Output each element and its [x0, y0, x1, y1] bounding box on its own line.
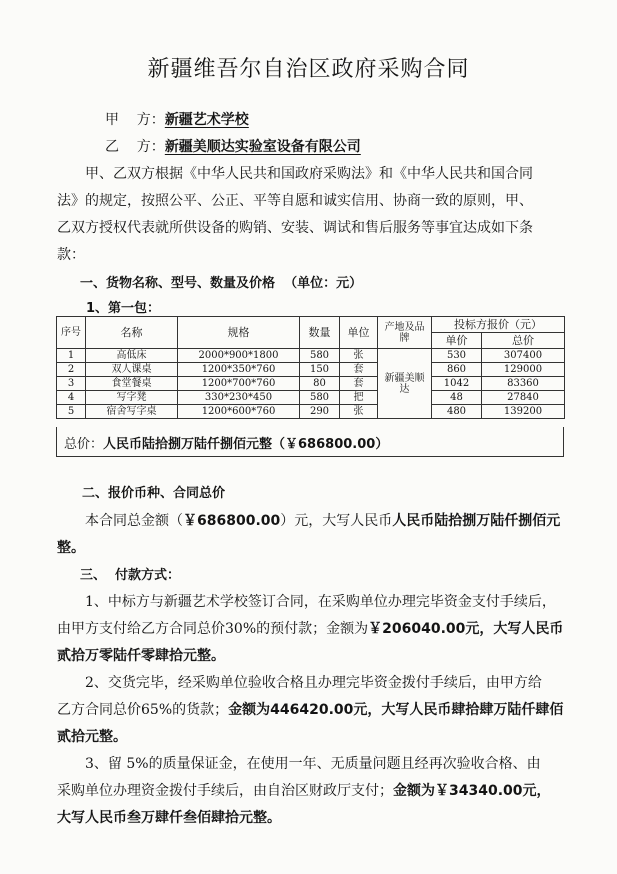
party-a	[105, 109, 249, 129]
intro-line-4: 款：	[57, 247, 85, 263]
intro-line-1: 甲、乙双方根据《中华人民共和国政府采购法》和《中华人民共和国合同	[85, 166, 533, 182]
origin-cell: 新疆美顺达	[378, 349, 432, 419]
payment-1-line-2: 由甲方支付给乙方合同总价30%的预付款；金额为￥206040.00元，大写人民币	[57, 621, 564, 637]
party-b-name: 新疆美顺达实验室设备有限公司	[164, 139, 361, 155]
party-b-label: 乙 方：	[105, 139, 165, 155]
header-qty: 数量	[300, 317, 340, 349]
party-a-label: 甲 方：	[105, 112, 165, 128]
payment-3-line-2: 采购单位办理资金拨付手续后，由自治区财政厅支付；金额为￥34340.00元，	[57, 783, 551, 799]
payment-3-line-1: 3、留 5%的质量保证金，在使用一年、无质量问题且经再次验收合格、由	[85, 756, 541, 772]
payment-3-line-3: 大写人民币叁万肆仟叁佰肆拾元整。	[57, 810, 281, 826]
payment-2-line-3: 贰拾元整。	[57, 729, 127, 745]
table-row: 4 写字凳 330*230*450 580 把 48 27840	[57, 391, 565, 405]
section2-heading: 二、报价币种、合同总价	[82, 486, 226, 501]
total-price: 总价：人民币陆拾捌万陆仟捌佰元整（￥686800.00）	[64, 437, 389, 452]
party-a-name: 新疆艺术学校	[164, 112, 249, 128]
table-row: 3 食堂餐桌 1200*700*760 80 套 1042 83360	[57, 377, 565, 391]
section1-heading: 一、货物名称、型号、数量及价格 （单位：元）	[80, 276, 363, 291]
intro-line-3: 乙双方授权代表就所供设备的购销、安装、调试和售后服务等事宜达成如下条	[57, 220, 533, 236]
party-b	[105, 136, 361, 156]
header-total: 总价	[482, 333, 565, 349]
intro-line-2: 法》的规定，按照公平、公正、平等自愿和诚实信用、协商一致的原则，甲、	[57, 193, 533, 209]
payment-2-line-2: 乙方合同总价65%的货款；金额为446420.00元，大写人民币肆拾肆万陆仟肆佰	[57, 702, 564, 718]
section3-heading: 三、 付款方式：	[80, 568, 181, 583]
header-price-group: 投标方报价（元）	[432, 317, 565, 333]
header-name: 名称	[86, 317, 178, 349]
header-spec: 规格	[178, 317, 300, 349]
header-origin: 产地及品牌	[378, 317, 432, 349]
goods-table	[56, 316, 565, 419]
contract-title: 新疆维吾尔自治区政府采购合同	[147, 57, 470, 82]
section2-line-1: 本合同总金额（￥686800.00）元，大写人民币人民币陆拾捌万陆仟捌佰元	[85, 513, 561, 529]
payment-2-line-1: 2、交货完毕，经采购单位验收合格且办理完毕资金拨付手续后，由甲方给	[85, 675, 542, 691]
header-unit-price: 单价	[432, 333, 482, 349]
table-row: 5 宿舍写字桌 1200*600*760 290 张 480 139200	[57, 405, 565, 419]
package-label: 1、第一包：	[86, 301, 161, 316]
header-no: 序号	[57, 317, 86, 349]
table-row: 1 高低床 2000*900*1800 580 张 新疆美顺达 530 307400	[57, 349, 565, 363]
section2-line-2: 整。	[57, 540, 85, 556]
total-row	[56, 427, 564, 457]
header-unit: 单位	[340, 317, 378, 349]
payment-1-line-3: 贰拾万零陆仟零肆拾元整。	[57, 648, 225, 664]
table-row: 2 双人课桌 1200*350*760 150 套 860 129000	[57, 363, 565, 377]
payment-1-line-1: 1、中标方与新疆艺术学校签订合同，在采购单位办理完毕资金支付手续后，	[85, 594, 556, 610]
